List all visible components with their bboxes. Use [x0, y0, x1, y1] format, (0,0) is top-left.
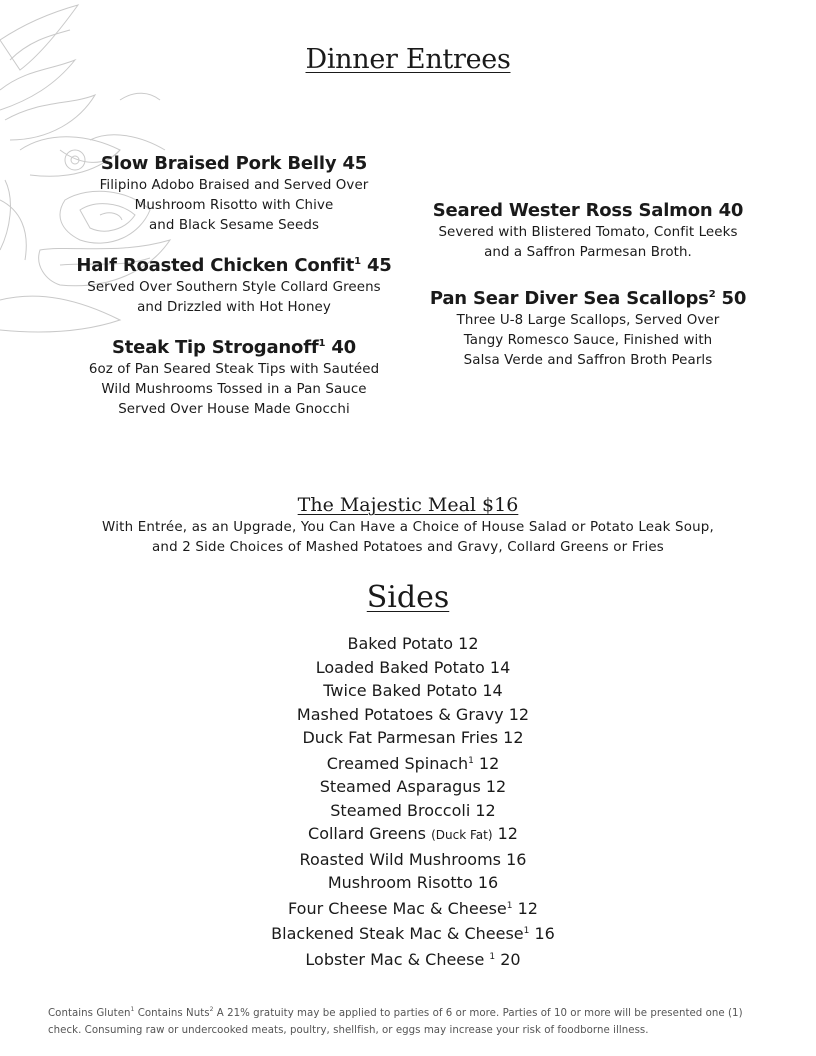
side-name: Four Cheese Mac & Cheese	[288, 898, 507, 918]
entree-description-line: Served Over House Made Gnocchi	[118, 402, 350, 417]
entree-title: Slow Braised Pork Belly	[100, 153, 337, 174]
allergen-mark: 1	[506, 900, 513, 911]
side-item	[0, 775, 816, 799]
side-name: Loaded Baked Potato	[315, 657, 485, 677]
side-name: Baked Potato	[347, 634, 454, 653]
side-item	[0, 946, 816, 972]
side-item	[0, 799, 816, 823]
entree-name	[58, 152, 410, 176]
majestic-meal-description-line: With Entrée, as an Upgrade, You Can Have a Choice of House Salad or Potato Leak Soup,	[102, 520, 714, 535]
side-price: 12	[478, 753, 500, 773]
entree-description-line: and a Saffron Parmesan Broth.	[484, 245, 692, 260]
entree-name	[58, 332, 410, 360]
entree-description-line: Mushroom Risotto with Chive	[134, 198, 334, 213]
entree-price: 40	[718, 200, 744, 221]
entrees-right-column	[410, 199, 766, 391]
entree-description-line: Severed with Blistered Tomato, Confit Leeks	[438, 225, 738, 240]
side-price: 16	[534, 924, 555, 943]
side-note: (Duck Fat)	[431, 828, 493, 842]
majestic-meal-section	[0, 492, 816, 558]
allergen-mark: 1	[318, 338, 326, 349]
side-price: 14	[489, 657, 511, 677]
side-item	[0, 848, 816, 872]
side-item	[0, 871, 816, 895]
side-item	[0, 750, 816, 776]
side-price: 12	[497, 824, 518, 843]
side-price: 12	[503, 728, 524, 747]
side-name: Creamed Spinach	[326, 753, 469, 773]
sides-list	[0, 632, 816, 971]
side-price: 12	[485, 777, 507, 796]
side-price: 12	[458, 634, 479, 653]
side-name: Lobster Mac & Cheese	[305, 949, 490, 969]
entree-title: Seared Wester Ross Salmon	[432, 200, 713, 221]
side-item	[0, 920, 816, 946]
side-item	[0, 656, 816, 680]
majestic-meal-description-line: and 2 Side Choices of Mashed Potatoes and Gravy, Collard Greens or Fries	[152, 540, 664, 555]
entree-title: Half Roasted Chicken Confit	[76, 255, 355, 276]
side-name: Twice Baked Potato	[323, 681, 478, 700]
allergen-mark: 1	[468, 755, 474, 766]
gluten-label: Contains Gluten	[48, 1008, 131, 1019]
entree-price: 40	[331, 337, 356, 358]
side-price: 16	[506, 849, 527, 869]
entree-description-line: Filipino Adobo Braised and Served Over	[99, 178, 369, 193]
entree-description-line: Tangy Romesco Sauce, Finished with	[463, 333, 713, 348]
entree-description-line: 6oz of Pan Seared Steak Tips with Sautéed	[88, 362, 380, 377]
entree-description-line: Three U-8 Large Scallops, Served Over	[456, 313, 720, 328]
side-price: 12	[508, 704, 530, 724]
entree-name	[410, 283, 766, 311]
side-price: 12	[475, 800, 496, 820]
side-name: Blackened Steak Mac & Cheese	[271, 924, 524, 943]
side-item	[0, 822, 816, 848]
entree-name	[410, 199, 766, 223]
side-price: 16	[477, 873, 499, 892]
side-name: Steamed Asparagus	[319, 777, 481, 796]
side-item	[0, 895, 816, 921]
entree-name	[58, 250, 410, 278]
side-name: Duck Fat Parmesan Fries	[302, 728, 499, 747]
side-name: Steamed Broccoli	[330, 800, 471, 820]
majestic-meal-title: The Majestic Meal $16	[297, 494, 519, 516]
entree-price: 50	[721, 288, 747, 309]
side-name: Mushroom Risotto	[327, 873, 473, 892]
allergen-mark: 1	[489, 951, 496, 962]
entree-title: Steak Tip Stroganoff	[112, 337, 319, 358]
entrees-left-column	[58, 152, 410, 434]
entree-description-line: and Drizzled with Hot Honey	[137, 300, 331, 315]
side-price: 12	[517, 898, 538, 918]
side-item	[0, 679, 816, 703]
entree-price: 45	[342, 153, 368, 174]
allergen-mark: 2	[708, 289, 716, 300]
disclaimer-text: A 21% gratuity may be applied to parties of 6 or more. Parties of 10 or more will be presented one (1) check. Consuming raw or undercooked meats, poultry, shellfish, or eggs may increase your risk of foodborne illness.	[48, 1008, 743, 1036]
page-title: Dinner Entrees	[305, 44, 511, 75]
side-price: 20	[500, 949, 521, 969]
entree-item	[58, 152, 410, 236]
side-item	[0, 703, 816, 727]
entree-description-line: Served Over Southern Style Collard Greens	[87, 280, 381, 295]
nuts-mark: 2	[209, 1006, 214, 1013]
nuts-label: Contains Nuts	[137, 1008, 210, 1019]
side-name: Roasted Wild Mushrooms	[299, 849, 501, 869]
entree-description-line: Wild Mushrooms Tossed in a Pan Sauce	[101, 382, 367, 397]
entree-title: Pan Sear Diver Sea Scallops	[429, 288, 709, 309]
side-name: Mashed Potatoes & Gravy	[296, 704, 504, 724]
footer-disclaimer	[48, 1001, 770, 1039]
side-item	[0, 632, 816, 656]
entree-item	[58, 332, 410, 420]
side-price: 14	[482, 681, 503, 700]
entree-description-line: and Black Sesame Seeds	[148, 218, 320, 233]
entree-item	[58, 250, 410, 318]
side-item	[0, 726, 816, 750]
entree-item	[410, 283, 766, 371]
entree-description-line: Salsa Verde and Saffron Broth Pearls	[463, 353, 713, 368]
sides-title: Sides	[366, 580, 450, 615]
entree-item	[410, 199, 766, 263]
side-name: Collard Greens	[308, 824, 426, 843]
allergen-mark: 1	[523, 926, 530, 936]
gluten-mark: 1	[130, 1006, 135, 1013]
entree-price: 45	[366, 255, 392, 276]
allergen-mark: 1	[354, 256, 361, 267]
